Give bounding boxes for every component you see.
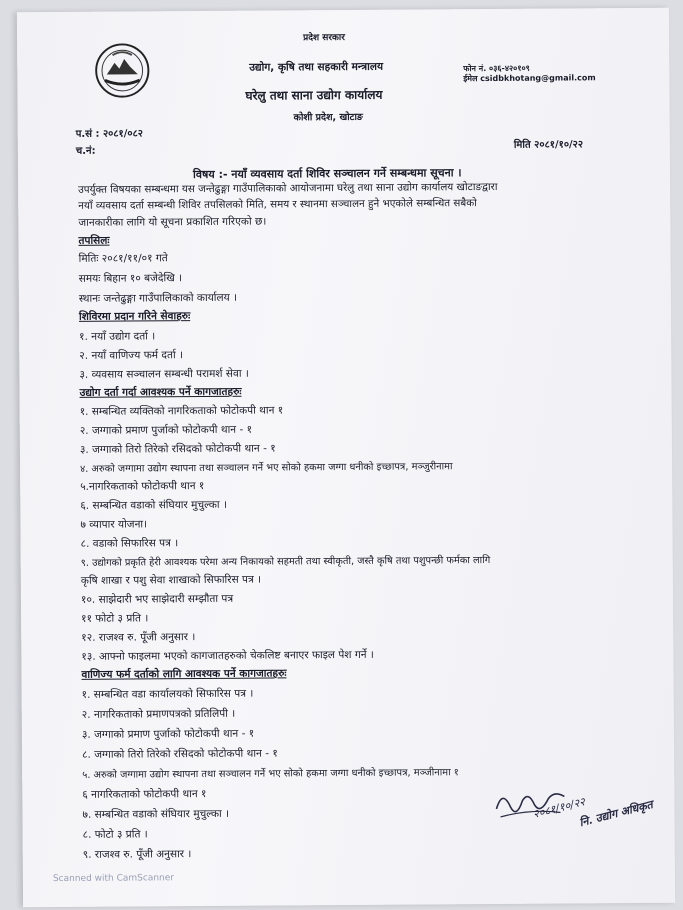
firm-doc-item: ७. सम्बन्धित वडाको संघियार मुचुल्का ।: [82, 807, 230, 821]
industry-doc-item: ६. सम्बन्धित वडाको संघियार मुचुल्का ।: [80, 498, 227, 512]
signature-date: २०८१/१०/२२: [531, 795, 587, 821]
industry-doc-item: ५.नागरिकताको फोटोकपी थान १: [80, 479, 205, 493]
nepal-emblem-icon: [93, 41, 151, 99]
signature-name: नि. उद्योग अधिकृत: [578, 797, 655, 830]
industry-doc-item: १०. साझेदारी भए साझेदारी सम्झौता पत्र: [80, 592, 234, 606]
patra-sankhya: प.सं : २०८१/०८२: [75, 128, 144, 140]
subject-line: विषय :- नयाँ व्यवसाय दर्ता शिविर सञ्चालन गर्ने सम्बन्धमा सूचना ।: [192, 166, 462, 182]
firm-doc-item: ९. राजश्व रु. पूँजी अनुसार ।: [82, 848, 192, 861]
service-item: २. नयाँ वाणिज्य फर्म दर्ता ।: [79, 349, 184, 362]
firm-doc-item: ५. अरुको जग्गामा उद्योग स्थापना तथा सञ्चालन गर्ने भए सोको हकमा जग्गा धनीको इच्छापत्र, मञ्जीनामा १: [82, 767, 459, 781]
firm-doc-item: १. सम्बन्धित वडा कार्यालयको सिफारिस पत्र ।: [81, 687, 254, 701]
letter-date: मिति २०८१/१०/२२: [513, 139, 584, 151]
tapsil-time: समयः बिहान १० बजेदेखि ।: [78, 272, 183, 285]
header-line-1: प्रदेश सरकार: [303, 32, 345, 44]
firm-doc-item: ६ नागरिकताको फोटोकपी थान १: [82, 787, 207, 801]
firm-docs-heading: वाणिज्य फर्म दर्ताको लागि आवश्यक पर्ने कागजातहरुः: [81, 667, 287, 681]
document-page: [17, 8, 675, 908]
office-email: ईमेल csidbkhotang@gmail.com: [463, 73, 596, 84]
tapsil-date: मितिः २०८१/११/०१ गते: [78, 252, 168, 265]
service-item: १. नयाँ उद्योग दर्ता ।: [79, 330, 156, 343]
chalani-number: च.नं:: [75, 145, 96, 157]
industry-doc-item: १. सम्बन्धित व्यक्तिको नागरिकताको फोटोकपी थान १: [79, 404, 284, 418]
firm-doc-item: ८. जग्गाको तिरो तिरेको रसिदको फोटोकपी थान - १: [82, 747, 278, 761]
scanner-watermark: Scanned with CamScanner: [52, 873, 175, 885]
header-line-3: घरेलु तथा साना उद्योग कार्यालय: [245, 87, 383, 103]
office-phone: फोन नं. ०३६-४२०१०९: [463, 63, 530, 74]
body-line-1: उपर्युक्त विषयका सम्बन्धमा यस जन्तेढुङ्गा गाउँपालिकाको आयोजनामा घरेलु तथा साना उद्योग कार्यालय खोटाङद्वारा: [78, 180, 498, 196]
industry-doc-item: कृषि शाखा र पशु सेवा शाखाको सिफारिस पत्र ।: [80, 573, 262, 587]
header-line-2: उद्योग, कृषि तथा सहकारी मन्त्रालय: [249, 60, 384, 74]
service-item: ३. व्यवसाय सञ्चालन सम्बन्धी परामर्श सेवा ।: [79, 367, 249, 381]
body-line-3: जानकारीका लागि यो सूचना प्रकाशित गरिएको छ।: [78, 215, 267, 229]
services-heading: शिविरमा प्रदान गरिने सेवाहरुः: [78, 310, 191, 323]
industry-doc-item: ९. उद्योगको प्रकृति हेरी आवश्यक परेमा अन्य निकायको सहमती तथा स्वीकृती, जस्तै कृषि तथा पशुपन्छी फर्मका लागि: [80, 554, 491, 569]
firm-doc-item: २. नागरिकताको प्रमाणपत्रको प्रतिलिपी ।: [81, 707, 236, 721]
industry-doc-item: ७ व्यापार योजना।: [80, 518, 148, 531]
industry-doc-item: ४. अरुको जग्गामा उद्योग स्थापना तथा सञ्चालन गर्ने भए सोको हकमा जग्गा धनीको इच्छापत्र, मञ्जुरीनामा: [80, 461, 453, 475]
industry-doc-item: ८. वडाको सिफारिस पत्र ।: [80, 537, 179, 550]
firm-doc-item: ३. जग्गाको प्रमाण पुर्जाको फोटोकपी थान - १: [81, 727, 255, 741]
industry-doc-item: २. जग्गाको प्रमाण पुर्जाको फोटोकपी थान - १: [79, 423, 253, 437]
industry-doc-item: ३. जग्गाको तिरो तिरेको रसिदको फोटोकपी थान - १: [79, 442, 276, 456]
industry-doc-item: ११ फोटो ३ प्रति ।: [81, 612, 149, 625]
industry-docs-heading: उद्योग दर्ता गर्दा आवश्यक पर्ने कागजातहरुः: [79, 385, 242, 399]
tapsil-heading: तपसिलः: [78, 234, 110, 247]
firm-doc-item: ८. फोटो ३ प्रति ।: [82, 828, 148, 841]
body-line-2: नयाँ व्यवसाय दर्ता सम्बन्धी शिविर तपसिलको मिति, समय र स्थानमा सञ्चालन हुने भएकोले सम्बन्धित सबैको: [78, 197, 477, 212]
header-line-4: कोशी प्रदेश, खोटाङ: [293, 111, 364, 124]
tapsil-place: स्थानः जन्तेढुङ्गा गाउँपालिकाको कार्यालय ।: [78, 291, 238, 305]
industry-doc-item: १३. आफ्नो फाइलमा भएको कागजातहरुको चेकलिष्ट बनाएर फाइल पेश गर्ने ।: [81, 648, 374, 663]
industry-doc-item: १२. राजश्व रु. पूँजी अनुसार ।: [81, 631, 196, 644]
